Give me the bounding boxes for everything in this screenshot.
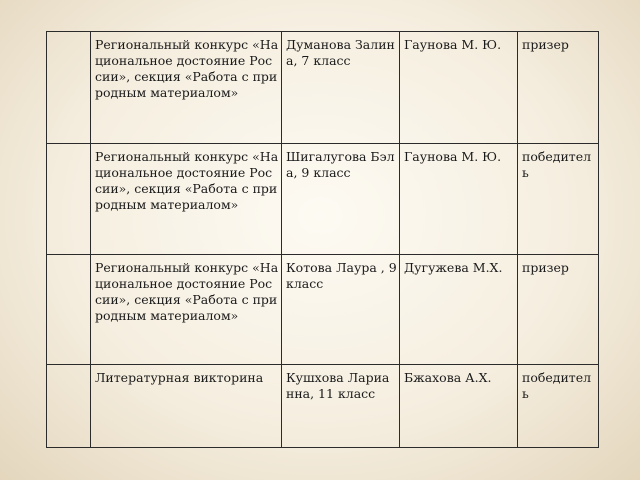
contest-cell: Региональный конкурс «Национальное достояние России», секция «Работа с природным материалом» xyxy=(91,32,282,144)
student-cell: Кушхова Ларианна, 11 класс xyxy=(282,365,400,448)
table-row xyxy=(47,365,599,448)
result-cell: призер xyxy=(518,255,599,365)
student-cell: Думанова Залина, 7 класс xyxy=(282,32,400,144)
number-cell xyxy=(47,255,91,365)
contest-cell: Региональный конкурс «Национальное достояние России», секция «Работа с природным материалом» xyxy=(91,144,282,255)
table-row xyxy=(47,32,599,144)
student-cell: Шигалугова Бэла, 9 класс xyxy=(282,144,400,255)
number-cell xyxy=(47,365,91,448)
results-table xyxy=(46,31,599,448)
student-cell: Котова Лаура , 9 класс xyxy=(282,255,400,365)
result-cell: призер xyxy=(518,32,599,144)
contest-cell: Региональный конкурс «Национальное достояние России», секция «Работа с природным материалом» xyxy=(91,255,282,365)
contest-cell: Литературная викторина xyxy=(91,365,282,448)
result-cell: победитель xyxy=(518,365,599,448)
number-cell xyxy=(47,32,91,144)
result-cell: победитель xyxy=(518,144,599,255)
teacher-cell: Бжахова А.Х. xyxy=(400,365,518,448)
teacher-cell: Гаунова М. Ю. xyxy=(400,32,518,144)
table-row xyxy=(47,144,599,255)
teacher-cell: Гаунова М. Ю. xyxy=(400,144,518,255)
number-cell xyxy=(47,144,91,255)
teacher-cell: Дугужева М.Х. xyxy=(400,255,518,365)
table-row xyxy=(47,255,599,365)
